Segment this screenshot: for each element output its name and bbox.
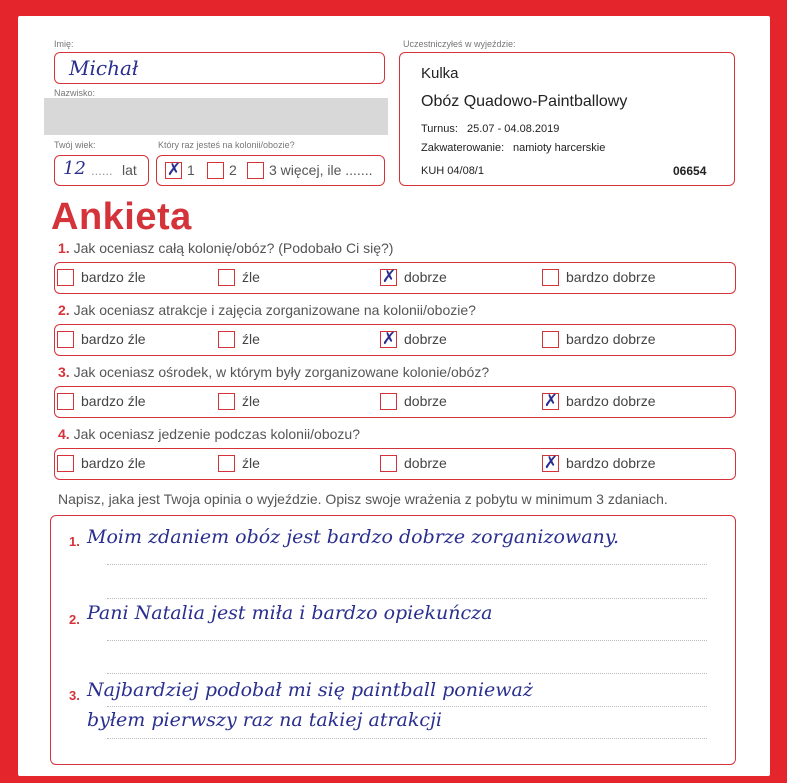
wiek-unit: lat bbox=[122, 162, 137, 178]
raz-3-label: 3 więcej, ile ....... bbox=[269, 162, 373, 178]
raz-2-label: 2 bbox=[229, 162, 237, 178]
question-label: Jak oceniasz całą kolonię/obóz? (Podobało Ci się?) bbox=[73, 240, 394, 256]
question-2-options bbox=[54, 324, 736, 356]
q2-option-4-checkbox[interactable] bbox=[542, 331, 559, 348]
answer-2-num: 2. bbox=[69, 612, 80, 627]
opinion-box[interactable] bbox=[50, 515, 736, 765]
check-mark-icon: ✗ bbox=[381, 329, 397, 349]
question-label: Jak oceniasz jedzenie podczas kolonii/obozu? bbox=[73, 426, 360, 442]
q4-option-1-label: bardzo źle bbox=[81, 455, 146, 471]
ruled-line bbox=[107, 564, 707, 565]
trip-company: Kulka bbox=[421, 65, 459, 82]
imie-field[interactable] bbox=[54, 52, 385, 84]
check-mark-icon: ✗ bbox=[543, 453, 559, 473]
question-1-options bbox=[54, 262, 736, 294]
q4-option-4-label: bardzo dobrze bbox=[566, 455, 656, 471]
turnus-label: Turnus: bbox=[421, 123, 458, 135]
q1-option-3-label: dobrze bbox=[404, 269, 447, 285]
wiek-dots: ...... bbox=[91, 163, 113, 178]
check-mark-icon: ✗ bbox=[381, 267, 397, 287]
ruled-line bbox=[107, 738, 707, 739]
q3-option-3-label: dobrze bbox=[404, 393, 447, 409]
q3-option-4-checkbox[interactable] bbox=[542, 393, 559, 410]
q1-option-1-label: bardzo źle bbox=[81, 269, 146, 285]
question-4-text bbox=[58, 426, 360, 442]
q4-option-1-checkbox[interactable] bbox=[57, 455, 74, 472]
question-number: 4. bbox=[58, 426, 70, 442]
q3-option-1-checkbox[interactable] bbox=[57, 393, 74, 410]
survey-title: Ankieta bbox=[51, 196, 192, 238]
trip-number: 06654 bbox=[673, 164, 707, 178]
q3-option-4-label: bardzo dobrze bbox=[566, 393, 656, 409]
q3-option-2-checkbox[interactable] bbox=[218, 393, 235, 410]
raz-1-checkbox[interactable]: ✗ bbox=[166, 160, 182, 180]
answer-3-num: 3. bbox=[69, 688, 80, 703]
q3-option-1-label: bardzo źle bbox=[81, 393, 146, 409]
ruled-line bbox=[107, 706, 707, 707]
zakw-value: namioty harcerskie bbox=[513, 142, 606, 154]
q3-option-2-label: źle bbox=[242, 393, 260, 409]
q4-option-3-checkbox[interactable] bbox=[380, 455, 397, 472]
q2-option-1-checkbox[interactable] bbox=[57, 331, 74, 348]
imie-value: Michał bbox=[69, 56, 139, 80]
question-label: Jak oceniasz atrakcje i zajęcia zorganizowane na kolonii/obozie? bbox=[73, 302, 476, 318]
answer-3-text-line-2: byłem pierwszy raz na takiej atrakcji bbox=[87, 709, 443, 731]
answer-2-text: Pani Natalia jest miła i bardzo opiekuńcza bbox=[87, 602, 493, 624]
q4-option-4-checkbox[interactable] bbox=[542, 455, 559, 472]
q2-option-3-checkbox[interactable] bbox=[380, 331, 397, 348]
question-number: 3. bbox=[58, 364, 70, 380]
q3-option-3-checkbox[interactable] bbox=[380, 393, 397, 410]
turnus-value: 25.07 - 04.08.2019 bbox=[467, 123, 560, 135]
raz-3-checkbox[interactable] bbox=[247, 162, 264, 179]
q2-option-1-label: bardzo źle bbox=[81, 331, 146, 347]
trip-code: KUH 04/08/1 bbox=[421, 165, 484, 177]
question-number: 1. bbox=[58, 240, 70, 256]
question-3-options bbox=[54, 386, 736, 418]
trip-info-box bbox=[399, 52, 735, 186]
answer-1-text: Moim zdaniem obóz jest bardzo dobrze zorganizowany. bbox=[87, 526, 620, 548]
opinion-prompt: Napisz, jaka jest Twoja opinia o wyjeździe. Opisz swoje wrażenia z pobytu w minimum 3 zdaniach. bbox=[58, 491, 668, 507]
raz-2-checkbox[interactable] bbox=[207, 162, 224, 179]
ruled-line bbox=[107, 598, 707, 599]
q2-option-4-label: bardzo dobrze bbox=[566, 331, 656, 347]
check-mark-icon: ✗ bbox=[543, 391, 559, 411]
q2-option-2-label: źle bbox=[242, 331, 260, 347]
question-1-text bbox=[58, 240, 393, 256]
question-2-text bbox=[58, 302, 476, 318]
q1-option-2-label: źle bbox=[242, 269, 260, 285]
ktory-raz-field bbox=[156, 155, 385, 186]
ruled-line bbox=[107, 640, 707, 641]
wiek-value: 12 bbox=[63, 158, 86, 179]
nazwisko-label: Nazwisko: bbox=[54, 88, 96, 98]
trip-name: Obóz Quadowo-Paintballowy bbox=[421, 93, 628, 110]
ruled-line bbox=[107, 673, 707, 674]
q1-option-3-checkbox[interactable] bbox=[380, 269, 397, 286]
imie-label: Imię: bbox=[54, 39, 74, 49]
question-3-text bbox=[58, 364, 489, 380]
wiek-label: Twój wiek: bbox=[54, 140, 96, 150]
survey-sheet bbox=[18, 16, 770, 776]
q1-option-2-checkbox[interactable] bbox=[218, 269, 235, 286]
q1-option-4-checkbox[interactable] bbox=[542, 269, 559, 286]
q2-option-2-checkbox[interactable] bbox=[218, 331, 235, 348]
question-label: Jak oceniasz ośrodek, w którym były zorganizowane kolonie/obóz? bbox=[73, 364, 490, 380]
q1-option-4-label: bardzo dobrze bbox=[566, 269, 656, 285]
ktory-raz-label: Który raz jesteś na kolonii/obozie? bbox=[158, 140, 295, 150]
q4-option-2-label: źle bbox=[242, 455, 260, 471]
nazwisko-redacted bbox=[44, 98, 388, 135]
q2-option-3-label: dobrze bbox=[404, 331, 447, 347]
uczestnik-label: Uczestniczyłeś w wyjeździe: bbox=[403, 39, 516, 49]
answer-3-text-line-1: Najbardziej podobał mi się paintball ponieważ bbox=[87, 679, 533, 701]
zakw-label: Zakwaterowanie: bbox=[421, 142, 505, 154]
question-number: 2. bbox=[58, 302, 70, 318]
q4-option-2-checkbox[interactable] bbox=[218, 455, 235, 472]
raz-1-label: 1 bbox=[187, 162, 195, 178]
q1-option-1-checkbox[interactable] bbox=[57, 269, 74, 286]
question-4-options bbox=[54, 448, 736, 480]
answer-1-num: 1. bbox=[69, 534, 80, 549]
q4-option-3-label: dobrze bbox=[404, 455, 447, 471]
wiek-field[interactable] bbox=[54, 155, 149, 186]
